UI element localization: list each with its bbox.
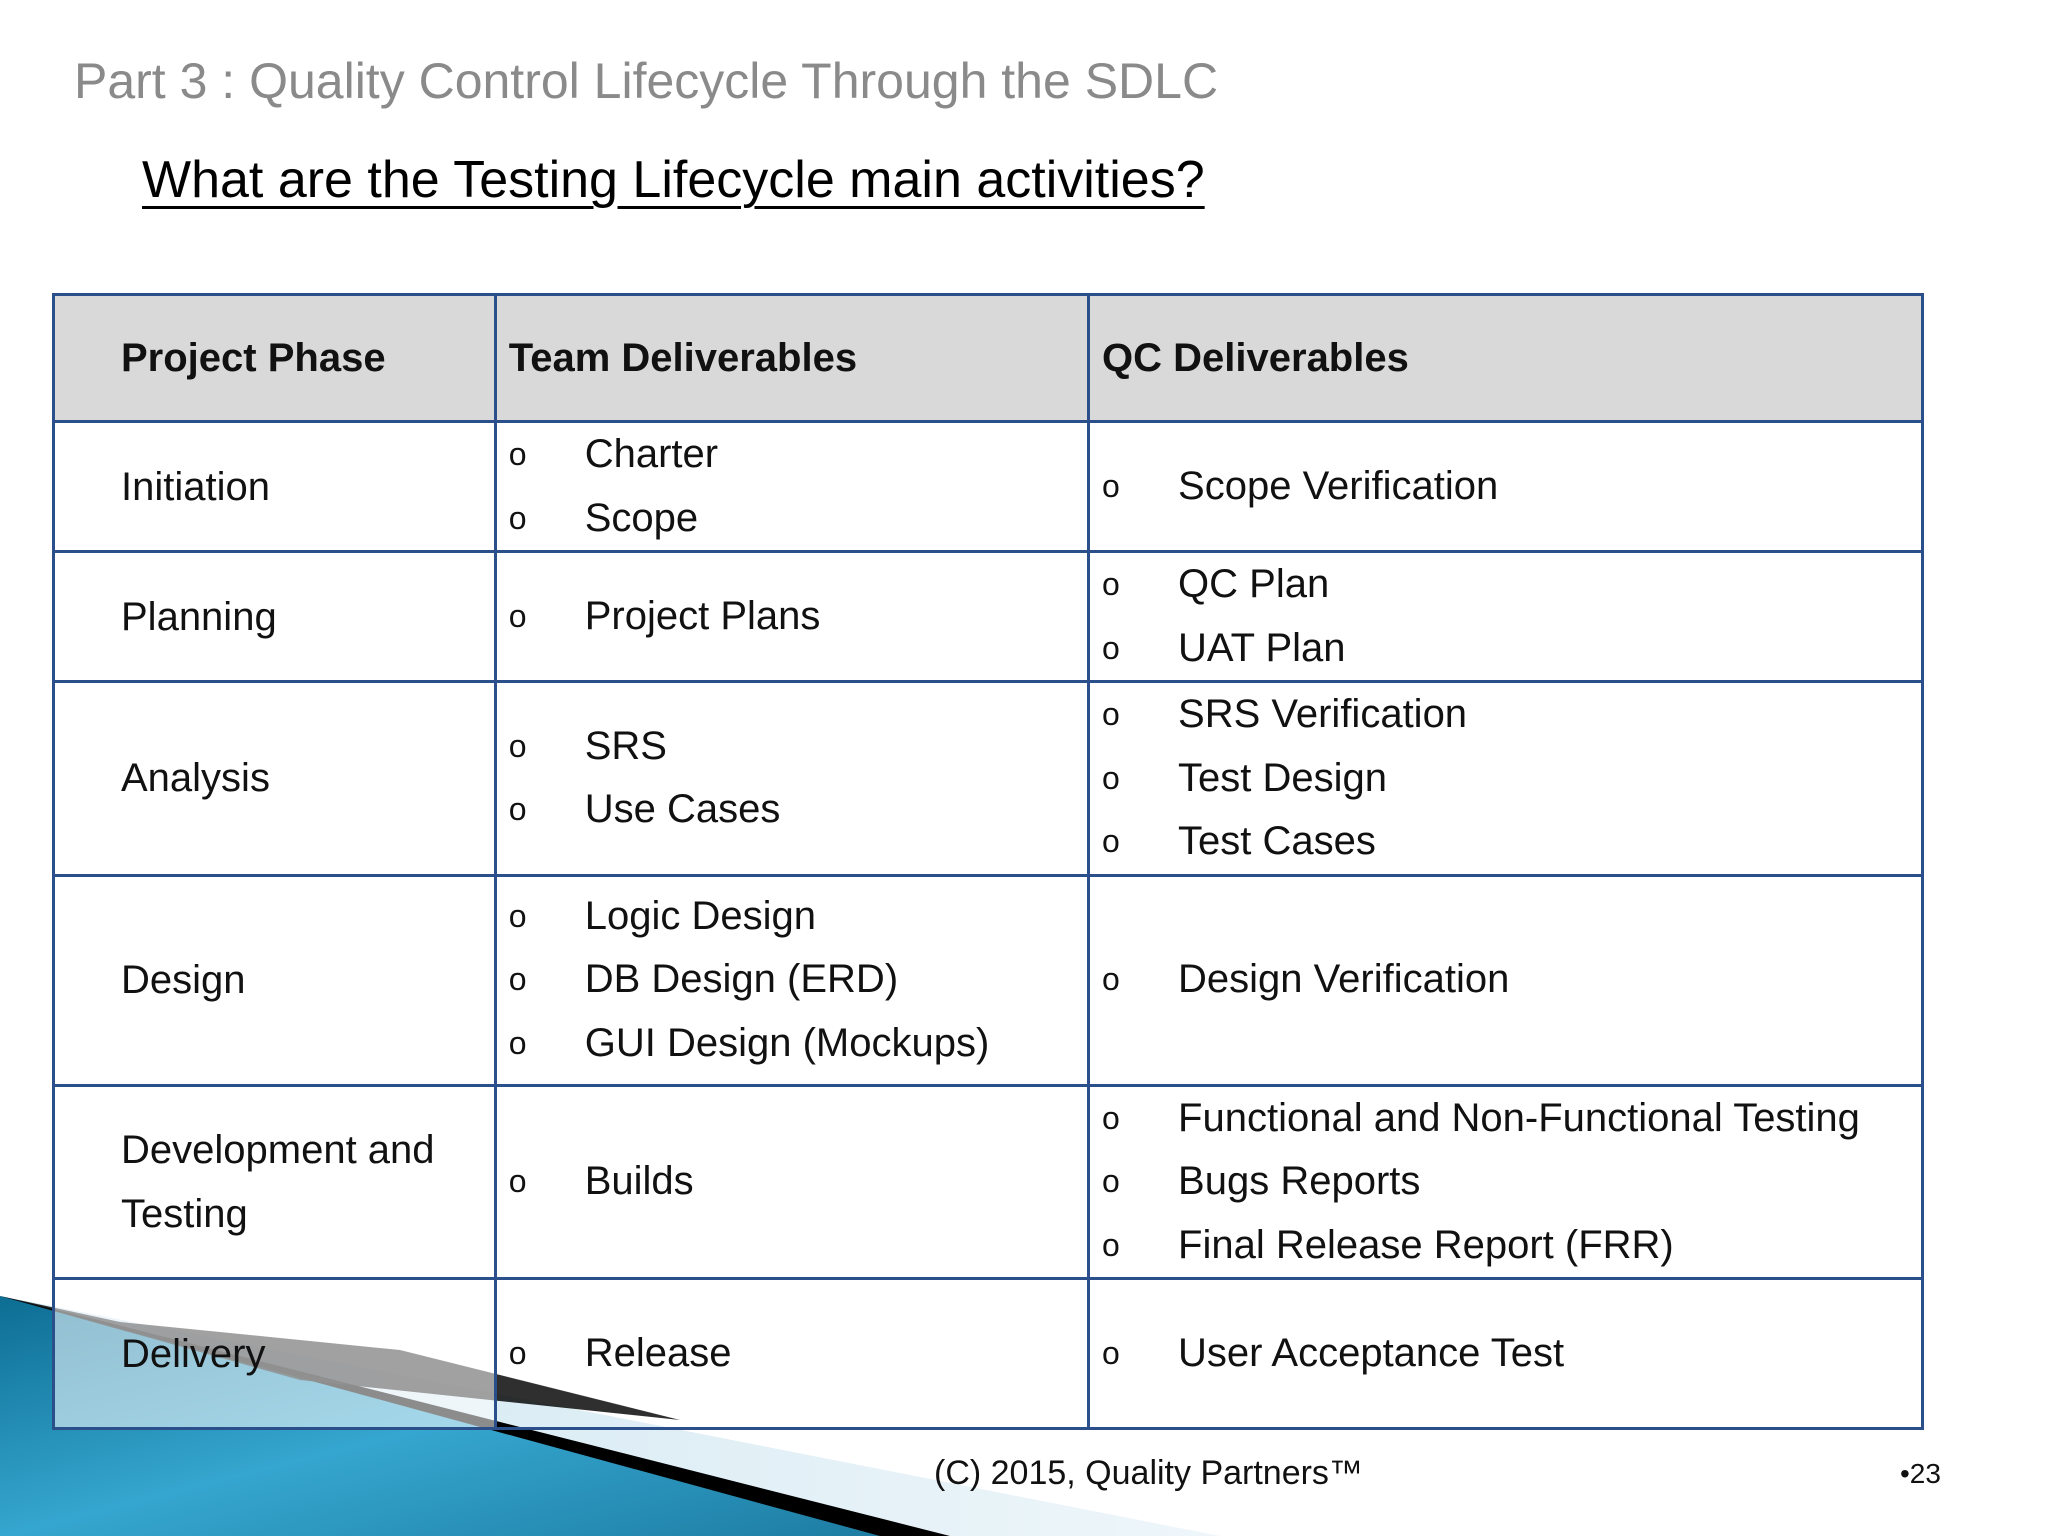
circle-bullet-icon: o [1102,823,1120,859]
table-row-delivery [54,1279,1923,1429]
team-deliverables-cell [495,422,1088,552]
deliverable-item [1102,683,1921,747]
circle-bullet-icon: o [1102,759,1120,796]
deliverable-text: Test Design [1178,755,1388,800]
table-row-initiation [54,422,1923,552]
table-row-development-and-testing [54,1085,1923,1279]
circle-bullet-icon: o [1102,1226,1120,1263]
deliverable-item [509,1322,1087,1386]
team-deliverables-cell [495,1279,1088,1429]
circle-bullet-icon: o [508,961,527,998]
deliverable-text: Test Cases [1178,819,1376,863]
circle-bullet-icon: o [1102,961,1120,998]
slide-heading: What are the Testing Lifecycle main activities? [142,151,1205,209]
qc-deliverables-list [1090,553,1921,680]
circle-bullet-icon: o [508,1334,527,1371]
circle-bullet-icon: o [1102,629,1120,666]
team-deliverables-list [497,1150,1087,1214]
table-row-analysis [54,682,1923,876]
deliverable-text: SRS [584,723,667,768]
phase-cell: Development and Testing [54,1085,496,1279]
deliverable-item [1102,455,1921,519]
phase-cell: Analysis [54,682,496,876]
qc-deliverables-cell [1089,1279,1923,1429]
circle-bullet-icon: o [508,436,527,472]
team-deliverables-list [497,585,1087,649]
deliverable-text: Project Plans [584,593,821,638]
circle-bullet-icon: o [1102,1334,1120,1371]
deliverable-text: Design Verification [1178,957,1510,1002]
deliverable-text: Charter [584,432,719,476]
team-deliverables-cell [495,552,1088,682]
deliverable-item [509,423,1087,487]
circle-bullet-icon: o [508,499,527,536]
phase-cell: Planning [54,552,496,682]
qc-deliverables-list [1090,683,1921,874]
team-deliverables-list [497,715,1087,842]
circle-bullet-icon: o [508,791,527,828]
table-row-planning [54,552,1923,682]
page-number: •23 [1900,1458,1941,1489]
team-deliverables-list [497,1322,1087,1386]
deliverable-text: Bugs Reports [1178,1159,1421,1203]
section-title: Part 3 : Quality Control Lifecycle Through the SDLC [74,53,1219,109]
circle-bullet-icon: o [508,897,527,934]
circle-bullet-icon: o [508,727,527,764]
deliverable-text: UAT Plan [1178,625,1346,670]
qc-deliverables-list [1090,455,1921,519]
deliverable-item [509,1012,1087,1076]
deliverable-text: User Acceptance Test [1178,1330,1565,1375]
deliverable-text: Final Release Report (FRR) [1178,1222,1674,1267]
deliverable-text: Scope [584,495,699,540]
deliverable-text: Logic Design [584,893,816,938]
team-deliverables-cell [495,875,1088,1085]
deliverable-item [509,585,1087,649]
circle-bullet-icon: o [1102,566,1120,602]
deliverable-item [1102,553,1921,617]
circle-bullet-icon: o [508,1024,527,1061]
qc-deliverables-cell [1089,682,1923,876]
qc-deliverables-list [1090,948,1921,1012]
deliverable-item [1102,1087,1921,1151]
deliverable-text: Builds [584,1159,694,1203]
table-row-design [54,875,1923,1085]
column-header-qc-deliverables: QC Deliverables [1089,295,1923,422]
column-header-project-phase: Project Phase [54,295,496,422]
deliverable-item [1102,747,1921,811]
phase-cell: Delivery [54,1279,496,1429]
footer-copyright: (C) 2015, Quality Partners™ [934,1454,1363,1492]
team-deliverables-cell [495,1085,1088,1279]
circle-bullet-icon: o [1102,1163,1120,1199]
circle-bullet-icon: o [508,597,527,634]
deliverable-item [1102,810,1921,874]
deliverable-item [509,715,1087,779]
deliverable-text: Scope Verification [1178,463,1499,508]
deliverable-text: SRS Verification [1178,692,1468,736]
circle-bullet-icon: o [1102,1099,1120,1136]
qc-deliverables-list [1090,1322,1921,1386]
qc-deliverables-list [1090,1087,1921,1278]
circle-bullet-icon: o [1102,467,1120,504]
deliverable-text: Release [584,1330,732,1375]
qc-deliverables-cell [1089,875,1923,1085]
deliverable-text: GUI Design (Mockups) [584,1020,990,1065]
team-deliverables-list [497,885,1087,1076]
qc-deliverables-cell [1089,1085,1923,1279]
circle-bullet-icon: o [1102,696,1120,732]
circle-bullet-icon: o [508,1163,527,1199]
qc-deliverables-cell [1089,552,1923,682]
team-deliverables-list [497,423,1087,550]
deliverable-text: Use Cases [584,787,781,832]
deliverable-item [509,948,1087,1012]
deliverable-item [509,1150,1087,1214]
deliverable-text: DB Design (ERD) [584,957,899,1002]
table-body [54,422,1923,1429]
deliverable-item [1102,1214,1921,1278]
deliverable-item [1102,1150,1921,1214]
deliverable-item [509,487,1087,551]
deliverable-text: QC Plan [1178,562,1330,606]
lifecycle-table [52,293,1924,1430]
phase-cell: Design [54,875,496,1085]
deliverable-item [1102,948,1921,1012]
deliverable-item [509,885,1087,949]
table-header-row [54,295,1923,422]
column-header-team-deliverables: Team Deliverables [495,295,1088,422]
deliverable-item [509,778,1087,842]
team-deliverables-cell [495,682,1088,876]
qc-deliverables-cell [1089,422,1923,552]
deliverable-item [1102,1322,1921,1386]
deliverable-item [1102,617,1921,681]
deliverable-text: Functional and Non-Functional Testing [1178,1095,1860,1140]
phase-cell: Initiation [54,422,496,552]
